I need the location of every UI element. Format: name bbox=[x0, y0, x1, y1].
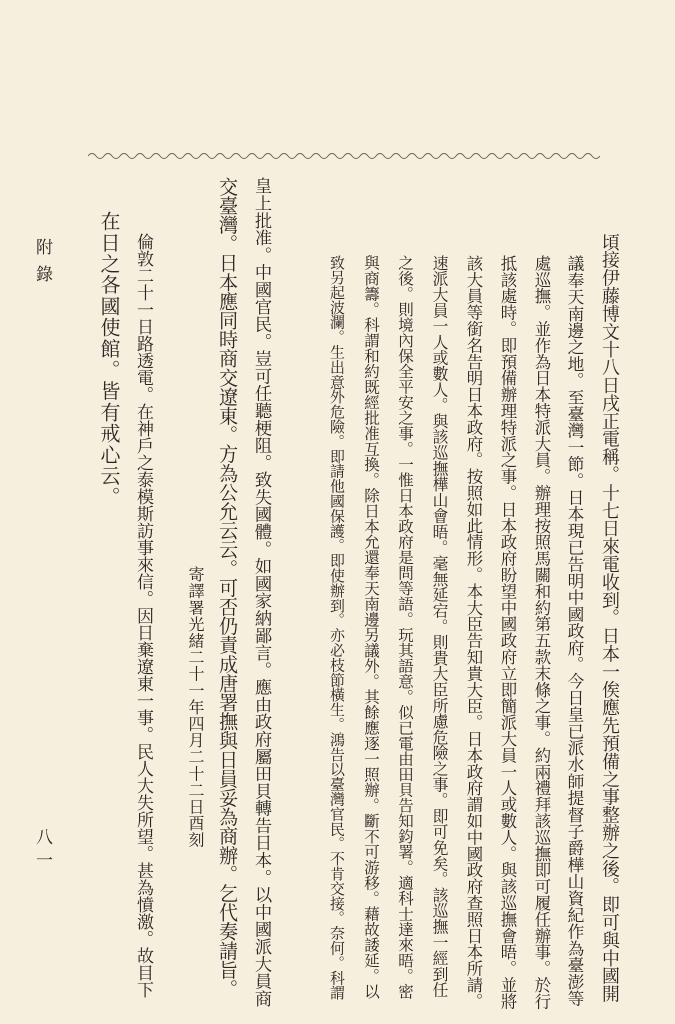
text-column: 議奉天南邊之地。至臺灣一節。日本現已告明中國政府。今日皇已派水師提督子爵樺山資紀作為臺澎等 bbox=[565, 255, 585, 1007]
text-column: 交臺灣。日本應同時商交遼東。方為公允云云。可否仍責成唐署撫與日員妥為商辦。乞代奏請旨。 bbox=[216, 177, 239, 999]
text-column: 之後。則境內保全平安之事。一惟日本政府是問等語。玩其語意。似已電由田貝告知鈞署。適科士達來晤。密 bbox=[396, 255, 414, 999]
dispatch-note: 寄譯署光緒二十一年四月二十二日酉刻 bbox=[186, 566, 205, 849]
text-column: 處巡撫。並作為日本特派大員。辦理按照馬關和約第五款末條之事。約兩禮拜該巡撫即可履任辦事。於行 bbox=[532, 255, 551, 1010]
text-column: 在日之各國使館。皆有戒心云。 bbox=[97, 211, 121, 508]
text-column: 倫敦二十一日路透電。在神戶之泰模斯訪事來信。因日棄遼東一事。民人大失所望。甚為憤激。故目下 bbox=[133, 233, 153, 998]
text-column: 該大員等銜名告明日本政府。按照如此情形。本大臣告知貴大臣。日本政府謂如中國政府查照日本所請。 bbox=[464, 255, 483, 1010]
text-column: 致另起波瀾。生出意外危險。即請他國保護。即使辦到。亦必枝節橫生。鴻告以臺灣官民。不肯交接。奈何。科謂 bbox=[328, 255, 346, 1000]
page-number: 八一 bbox=[32, 828, 52, 874]
text-column: 頃接伊藤博文十八日戌正電稱。十七日來電收到。日本一俟應先預備之事整辦之後。即可與中國開 bbox=[599, 233, 620, 1003]
text-column: 速派大員一人或數人。與該巡撫樺山會晤。毫無延宕。則貴大臣所慮危險之事。即可免矣。該巡撫一經到任 bbox=[430, 255, 449, 998]
text-column: 皇上批准。中國官民。豈可任聽梗阻。致失國體。如國家納鄙言。應由政府屬田貝轉告日本。以中國派大員商 bbox=[251, 177, 271, 1007]
section-label: 附錄 bbox=[32, 238, 52, 292]
wavy-divider bbox=[88, 150, 600, 162]
text-column: 與商籌。科謂和約既經批准互換。除日本允還奉天南邊另議外。其餘應逐一照辦。斷不可游移。藉故諉延。以 bbox=[362, 255, 380, 999]
text-column: 抵該處時。即預備辦理特派之事。日本政府盼望中國政府立即簡派大員一人或數人。與該巡撫會晤。並將 bbox=[498, 255, 517, 1010]
